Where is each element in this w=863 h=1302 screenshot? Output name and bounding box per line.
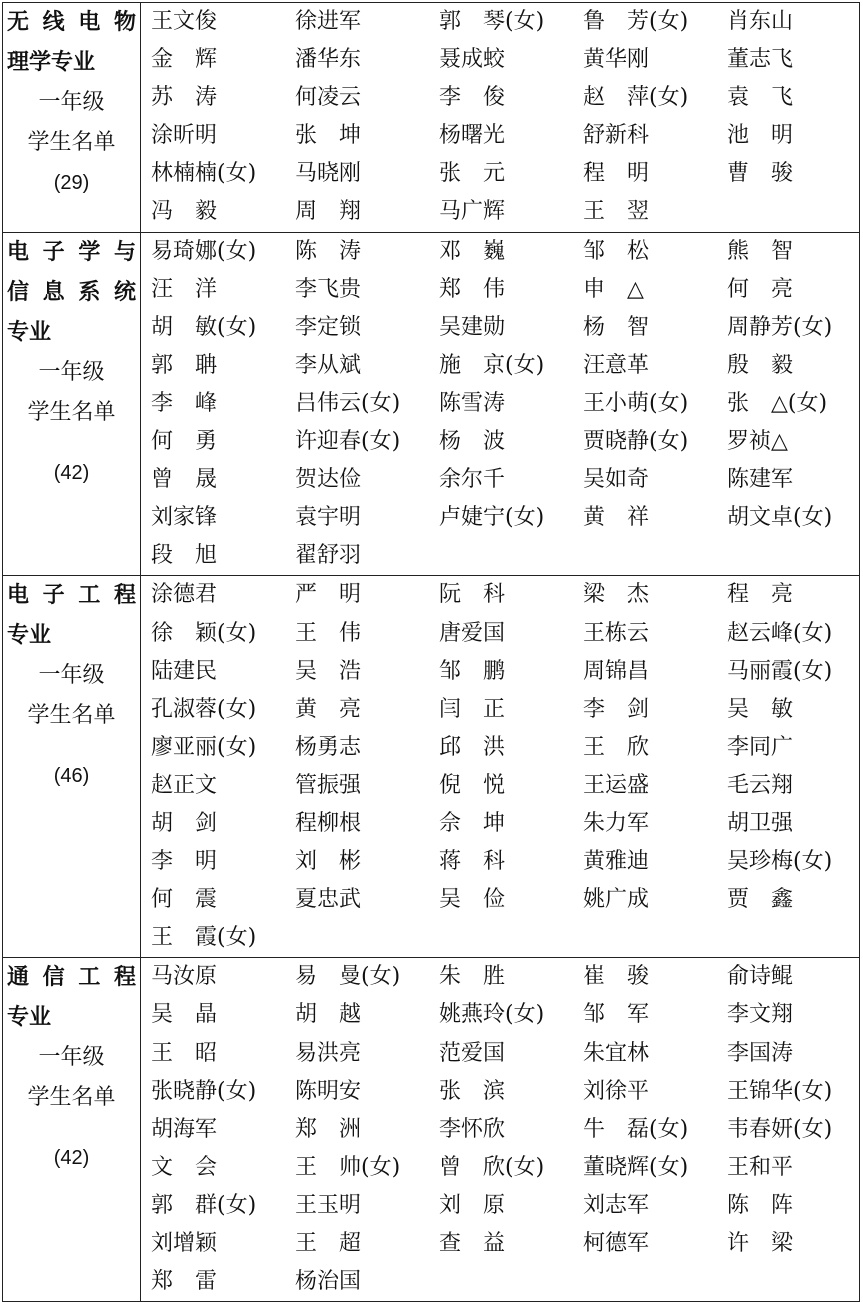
student-name: 阮 科 bbox=[439, 582, 506, 608]
label-spacer bbox=[7, 1118, 136, 1138]
student-name: 李同广 bbox=[727, 734, 794, 760]
student-name: 范爱国 bbox=[439, 1040, 506, 1066]
major-name-line: 通信工程 bbox=[7, 965, 136, 991]
major-section bbox=[3, 3, 860, 233]
student-count: (42) bbox=[53, 1147, 90, 1170]
names-grid bbox=[151, 233, 859, 576]
student-name: 冯 毅 bbox=[151, 199, 218, 225]
names-grid bbox=[151, 3, 859, 232]
student-name: 刘 原 bbox=[439, 1192, 506, 1218]
major-label-cell bbox=[3, 3, 141, 233]
student-name: 涂德君 bbox=[151, 582, 218, 608]
student-name: 杨 智 bbox=[583, 314, 650, 340]
student-name: 周静芳(女) bbox=[727, 314, 833, 340]
student-name: 严 明 bbox=[295, 582, 362, 608]
student-name: 管振强 bbox=[295, 772, 362, 798]
student-name: 赵云峰(女) bbox=[727, 620, 833, 646]
major-name-line: 电子工程 bbox=[7, 583, 136, 609]
student-name: 贾晓静(女) bbox=[583, 429, 689, 455]
student-name: 张 坤 bbox=[295, 123, 362, 149]
student-name: 程 明 bbox=[583, 161, 650, 187]
student-name: 佘 坤 bbox=[439, 810, 506, 836]
major-section bbox=[3, 958, 860, 1302]
student-name: 黄 祥 bbox=[583, 505, 650, 531]
list-title: 学生名单 bbox=[27, 399, 116, 425]
student-name: 袁宇明 bbox=[295, 505, 362, 531]
student-name: 程 亮 bbox=[727, 582, 794, 608]
student-name: 刘家锋 bbox=[151, 505, 218, 531]
major-name-line: 电子学与 bbox=[7, 239, 136, 265]
student-name: 崔 骏 bbox=[583, 964, 650, 990]
student-name: 何 亮 bbox=[727, 276, 794, 302]
student-name: 翟舒羽 bbox=[295, 543, 362, 569]
student-name: 胡 敏(女) bbox=[151, 314, 257, 340]
student-name: 陈 涛 bbox=[295, 238, 362, 264]
student-name: 陈明安 bbox=[295, 1078, 362, 1104]
student-name: 张 △(女) bbox=[727, 390, 828, 416]
student-name: 廖亚丽(女) bbox=[151, 734, 257, 760]
student-name: 王文俊 bbox=[151, 9, 218, 34]
student-name: 陈 阵 bbox=[727, 1192, 794, 1218]
student-name: 汪 洋 bbox=[151, 276, 218, 302]
student-name: 吴建勋 bbox=[439, 314, 506, 340]
student-name: 黄 亮 bbox=[295, 696, 362, 722]
student-name: 涂昕明 bbox=[151, 123, 218, 149]
student-name: 吴 晶 bbox=[151, 1002, 218, 1028]
grade-label: 一年级 bbox=[38, 1045, 105, 1071]
student-name: 吴 浩 bbox=[295, 658, 362, 684]
student-name: 刘增颖 bbox=[151, 1231, 218, 1256]
grade-label: 一年级 bbox=[38, 90, 105, 115]
student-name: 郭 群(女) bbox=[151, 1192, 257, 1218]
student-name: 李文翔 bbox=[727, 1002, 794, 1028]
student-name: 王 翌 bbox=[583, 199, 650, 225]
student-name: 易琦娜(女) bbox=[151, 238, 257, 264]
student-name: 王运盛 bbox=[583, 772, 650, 798]
student-name: 赵正文 bbox=[151, 772, 218, 798]
grade-label: 一年级 bbox=[38, 663, 105, 689]
student-name: 林楠楠(女) bbox=[151, 161, 257, 187]
student-name: 王 伟 bbox=[295, 620, 362, 646]
student-name: 姚燕玲(女) bbox=[439, 1002, 545, 1028]
student-name: 李怀欣 bbox=[439, 1116, 506, 1142]
student-name: 毛云翔 bbox=[727, 772, 794, 798]
student-name: 邹 松 bbox=[583, 238, 650, 264]
student-name: 王 霞(女) bbox=[151, 925, 257, 951]
student-name: 王 欣 bbox=[583, 734, 650, 760]
student-name: 胡卫强 bbox=[727, 810, 794, 836]
major-label-cell bbox=[3, 576, 141, 958]
student-name: 蒋 科 bbox=[439, 849, 506, 875]
student-name: 郑 雷 bbox=[151, 1269, 218, 1295]
student-name: 郑 伟 bbox=[439, 276, 506, 302]
student-name: 何 勇 bbox=[151, 429, 218, 455]
grade-label: 一年级 bbox=[38, 359, 105, 385]
student-name: 邓 巍 bbox=[439, 238, 506, 264]
student-name: 孔淑蓉(女) bbox=[151, 696, 257, 722]
student-name: 苏 涛 bbox=[151, 85, 218, 111]
major-name-line: 理学专业 bbox=[7, 50, 96, 75]
names-grid bbox=[151, 958, 859, 1301]
student-name: 殷 毅 bbox=[727, 352, 794, 378]
student-name: 周锦昌 bbox=[583, 658, 650, 684]
student-name: 陈雪涛 bbox=[439, 390, 506, 416]
list-title: 学生名单 bbox=[27, 703, 116, 729]
student-name: 何凌云 bbox=[295, 85, 362, 111]
student-name: 邱 洪 bbox=[439, 734, 506, 760]
student-count: (29) bbox=[53, 172, 90, 194]
student-name: 吴 俭 bbox=[439, 887, 506, 913]
student-name: 周 翔 bbox=[295, 199, 362, 225]
student-name: 唐爱国 bbox=[439, 620, 506, 646]
student-name: 邹 鹏 bbox=[439, 658, 506, 684]
student-name: 肖东山 bbox=[727, 9, 794, 34]
student-name: 李 峰 bbox=[151, 390, 218, 416]
student-name: 马广辉 bbox=[439, 199, 506, 225]
student-name: 徐进军 bbox=[295, 9, 362, 34]
names-cell bbox=[141, 232, 860, 576]
student-name: 李从斌 bbox=[295, 352, 362, 378]
major-name-line: 专业 bbox=[7, 319, 52, 345]
student-name: 查 益 bbox=[439, 1231, 506, 1256]
student-name: 郭 琴(女) bbox=[439, 9, 545, 34]
student-name: 牛 磊(女) bbox=[583, 1116, 689, 1142]
student-name: 邹 军 bbox=[583, 1002, 650, 1028]
roster-body bbox=[3, 3, 860, 1302]
student-name: 王栋云 bbox=[583, 620, 650, 646]
student-name: 俞诗鲲 bbox=[727, 964, 794, 990]
major-name-line: 无线电物 bbox=[7, 10, 136, 35]
student-name: 胡海军 bbox=[151, 1116, 218, 1142]
student-name: 刘 彬 bbox=[295, 849, 362, 875]
student-name: 朱宜林 bbox=[583, 1040, 650, 1066]
student-name: 王 帅(女) bbox=[295, 1154, 401, 1180]
label-spacer bbox=[7, 433, 136, 453]
list-title: 学生名单 bbox=[27, 130, 116, 155]
student-name: 夏忠武 bbox=[295, 887, 362, 913]
student-name: 贺达俭 bbox=[295, 467, 362, 493]
student-name: 王 超 bbox=[295, 1231, 362, 1256]
student-name: 李飞贵 bbox=[295, 276, 362, 302]
student-name: 吴珍梅(女) bbox=[727, 849, 833, 875]
student-name: 朱力军 bbox=[583, 810, 650, 836]
student-name: 施 京(女) bbox=[439, 352, 545, 378]
student-name: 张晓静(女) bbox=[151, 1078, 257, 1104]
student-name: 杨曙光 bbox=[439, 123, 506, 149]
list-title: 学生名单 bbox=[27, 1085, 116, 1111]
student-name: 易洪亮 bbox=[295, 1040, 362, 1066]
student-name: 姚广成 bbox=[583, 887, 650, 913]
student-name: 曹 骏 bbox=[727, 161, 794, 187]
student-name: 杨勇志 bbox=[295, 734, 362, 760]
student-name: 金 辉 bbox=[151, 47, 218, 73]
student-name: 倪 悦 bbox=[439, 772, 506, 798]
names-cell bbox=[141, 576, 860, 958]
student-name: 罗祯△ bbox=[727, 429, 788, 455]
student-name: 余尔千 bbox=[439, 467, 506, 493]
student-name: 池 明 bbox=[727, 123, 794, 149]
student-name: 陈建军 bbox=[727, 467, 794, 493]
student-name: 申 △ bbox=[583, 276, 644, 302]
student-name: 袁 飞 bbox=[727, 85, 794, 111]
student-name: 段 旭 bbox=[151, 543, 218, 569]
student-name: 胡 越 bbox=[295, 1002, 362, 1028]
student-name: 张 滨 bbox=[439, 1078, 506, 1104]
student-name: 马晓刚 bbox=[295, 161, 362, 187]
student-name: 曾 欣(女) bbox=[439, 1154, 545, 1180]
student-name: 杨 波 bbox=[439, 429, 506, 455]
student-name: 刘徐平 bbox=[583, 1078, 650, 1104]
student-name: 郭 聃 bbox=[151, 352, 218, 378]
student-name: 潘华东 bbox=[295, 47, 362, 73]
student-name: 王 昭 bbox=[151, 1040, 218, 1066]
major-section bbox=[3, 576, 860, 958]
student-name: 舒新科 bbox=[583, 123, 650, 149]
names-cell bbox=[141, 3, 860, 233]
student-name: 马丽霞(女) bbox=[727, 658, 833, 684]
student-name: 吴如奇 bbox=[583, 467, 650, 493]
student-count: (46) bbox=[53, 765, 90, 788]
student-name: 许 梁 bbox=[727, 1231, 794, 1256]
student-name: 朱 胜 bbox=[439, 964, 506, 990]
student-name: 王玉明 bbox=[295, 1192, 362, 1218]
major-name-line: 信息系统 bbox=[7, 279, 136, 305]
student-name: 刘志军 bbox=[583, 1192, 650, 1218]
student-name: 李国涛 bbox=[727, 1040, 794, 1066]
student-name: 李 剑 bbox=[583, 696, 650, 722]
student-name: 黄华刚 bbox=[583, 47, 650, 73]
major-name-line: 专业 bbox=[7, 623, 52, 649]
student-name: 张 元 bbox=[439, 161, 506, 187]
major-label-cell bbox=[3, 958, 141, 1302]
student-name: 李定锁 bbox=[295, 314, 362, 340]
student-name: 程柳根 bbox=[295, 810, 362, 836]
student-name: 胡文卓(女) bbox=[727, 505, 833, 531]
student-name: 李 明 bbox=[151, 849, 218, 875]
major-section bbox=[3, 232, 860, 576]
student-name: 柯德军 bbox=[583, 1231, 650, 1256]
student-name: 赵 萍(女) bbox=[583, 85, 689, 111]
student-name: 徐 颖(女) bbox=[151, 620, 257, 646]
major-label-cell bbox=[3, 232, 141, 576]
student-name: 许迎春(女) bbox=[295, 429, 401, 455]
student-name: 易 曼(女) bbox=[295, 964, 401, 990]
names-cell bbox=[141, 958, 860, 1302]
student-name: 黄雅迪 bbox=[583, 849, 650, 875]
student-name: 汪意革 bbox=[583, 352, 650, 378]
student-name: 吕伟云(女) bbox=[295, 390, 401, 416]
student-name: 董晓辉(女) bbox=[583, 1154, 689, 1180]
student-name: 李 俊 bbox=[439, 85, 506, 111]
student-name: 何 震 bbox=[151, 887, 218, 913]
student-name: 卢婕宁(女) bbox=[439, 505, 545, 531]
label-spacer bbox=[7, 736, 136, 756]
student-name: 梁 杰 bbox=[583, 582, 650, 608]
student-roster-table bbox=[2, 2, 860, 1302]
student-name: 吴 敏 bbox=[727, 696, 794, 722]
student-name: 王小萌(女) bbox=[583, 390, 689, 416]
student-name: 聂成蛟 bbox=[439, 47, 506, 73]
student-name: 郑 洲 bbox=[295, 1116, 362, 1142]
student-name: 杨治国 bbox=[295, 1269, 362, 1295]
student-name: 陆建民 bbox=[151, 658, 218, 684]
student-name: 胡 剑 bbox=[151, 810, 218, 836]
student-name: 贾 鑫 bbox=[727, 887, 794, 913]
student-name: 曾 晟 bbox=[151, 467, 218, 493]
student-name: 文 会 bbox=[151, 1154, 218, 1180]
names-grid bbox=[151, 576, 859, 957]
student-name: 王锦华(女) bbox=[727, 1078, 833, 1104]
student-name: 马汝原 bbox=[151, 964, 218, 990]
major-name-line: 专业 bbox=[7, 1005, 52, 1031]
student-name: 董志飞 bbox=[727, 47, 794, 73]
student-name: 熊 智 bbox=[727, 238, 794, 264]
student-name: 闫 正 bbox=[439, 696, 506, 722]
student-count: (42) bbox=[53, 461, 90, 484]
student-name: 王和平 bbox=[727, 1154, 794, 1180]
student-name: 韦春妍(女) bbox=[727, 1116, 833, 1142]
student-name: 鲁 芳(女) bbox=[583, 9, 689, 34]
